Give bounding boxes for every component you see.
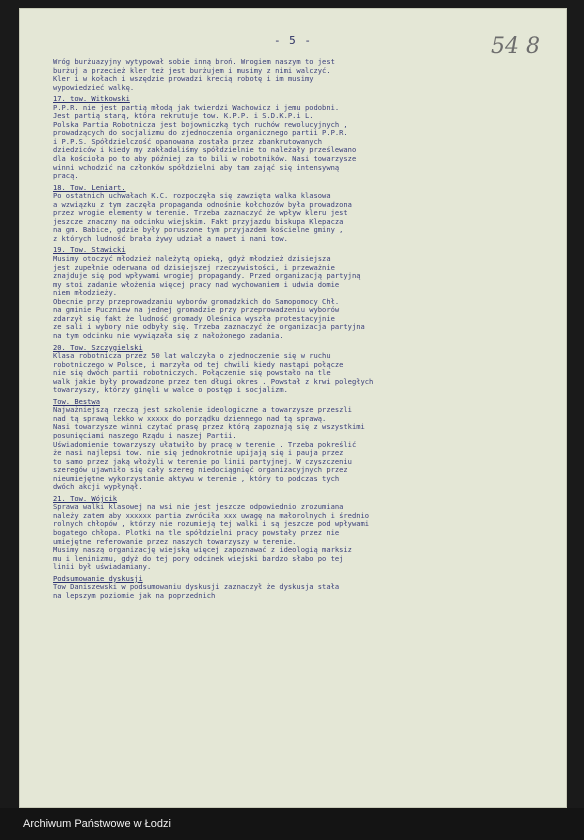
text-line: rolnych chłopów , którzy nie rozumieją tej walki i są jeszcze pod wpływami xyxy=(53,520,370,529)
text-line: pracą. xyxy=(53,172,79,181)
text-line: P.P.R. nie jest partią młodą jak twierdzi Wachowicz i jemu podobni. xyxy=(53,103,340,112)
text-line: walk jakie były prowadzone przez ten długi okres . Powstał z krwi poległych xyxy=(53,377,374,386)
speaker-heading xyxy=(53,246,553,255)
text-line: burżuj a przecież kler też jest burżujem i musimy z nimi walczyć. xyxy=(53,66,331,75)
text-line: dziedziców i kiedy my zakładaliśmy spółdzielnie to należały prześlewano xyxy=(53,146,357,155)
text-line: dwóch akcji wypłynął. xyxy=(53,483,143,492)
text-line: my stoi zadanie włożenia więcej pracy nad wychowaniem i udwia domie xyxy=(53,280,340,289)
text-line: należy zatem aby xxxxxx partia zwróciła xxx uwagę na małorolnych i średnio xyxy=(53,511,370,520)
speaker-heading xyxy=(53,344,553,353)
archive-footer xyxy=(19,808,584,840)
text-line: bogatego chłopa. Plotki na tle spółdzielni pracy powstały przez nie xyxy=(53,528,340,537)
text-line: towarzyszy, którzy ginęli w walce o postęp i socjalizm. xyxy=(53,386,288,395)
text-line: na gm. Babice, gdzie były poruszone tym przyjazdem kościelne gminy , xyxy=(53,226,344,235)
text-line: jeszcze znaczny na odcinku wiejskim. Fakt przyjazdu biskupa Klepacza xyxy=(53,217,344,226)
text-line: Uświadomienie towarzyszy ułatwiło by pracę w terenie . Trzeba pokreślić xyxy=(53,440,357,449)
page-number: - 5 - xyxy=(273,34,313,47)
text-line: Polska Partia Robotnicza jest bojowniczką tych ruchów rewolucyjnych , xyxy=(53,120,348,129)
text-line: Obecnie przy przeprowadzaniu wyborów gromadzkich do Samopomocy Chł. xyxy=(53,297,340,306)
text-line: prowadzących do socjalizmu do zjednoczenia organicznego partii P.P.R. xyxy=(53,129,348,138)
text-line: Musimy otoczyć młodzież należytą opieką, gdyż młodzież dzisiejsza xyxy=(53,255,331,264)
heading-text: 20. Tow. Szczygielski xyxy=(53,343,143,352)
text-line: linii był uświadamiany. xyxy=(53,563,152,572)
text-line: Klasa robotnicza przez 50 lat walczyła o zjednoczenie się w ruchu xyxy=(53,352,331,361)
text-line: niem młodzieży. xyxy=(53,289,118,298)
text-line: szeregów ujawniło się cały szereg niedociągnięć organizacyjnych przez xyxy=(53,466,348,475)
text-line: Kler i w kołach i wszędzie prowadzi krecią robotę i im musimy xyxy=(53,75,314,84)
document-body xyxy=(53,58,553,600)
text-line: nieumiejętne wykorzystanie aktywu w terenie , który to podczas tych xyxy=(53,474,340,483)
text-line: i P.P.S. Spółdzielczość opanowana została przez zbankrutowanych xyxy=(53,137,323,146)
text-line: mu i leninizmu, gdyż do tej pory odcinek wiejski bardzo słabo po tej xyxy=(53,554,344,563)
pencil-annotation: 54 8 xyxy=(491,34,540,59)
text-line: Najważniejszą rzeczą jest szkolenie ideologiczne a towarzysze przeszli xyxy=(53,406,352,415)
text-line: Po ostatnich uchwałach K.C. rozpoczęła się zawzięta walka klasowa xyxy=(53,192,331,201)
archive-name: Archiwum Państwowe w Łodzi xyxy=(23,818,171,830)
text-line: na gminie Puczniew na jednej gromadzie przy przeprowadzeniu wyborów xyxy=(53,306,340,315)
speaker-heading xyxy=(53,184,553,193)
speaker-heading xyxy=(53,398,553,407)
text-line: Sprawa walki klasowej na wsi nie jest jeszcze odpowiednio zrozumiana xyxy=(53,503,344,512)
text-line: winni wchodzić na członków spółdzielni aby tam zająć się intensywną xyxy=(53,163,340,172)
text-line: ze sali i wybory nie odbyły się. Trzeba zaznaczyć że organizacja partyjna xyxy=(53,323,365,332)
heading-text: Podsumowanie dyskusji xyxy=(53,574,143,583)
heading-text: 18. Tow. Leniart. xyxy=(53,183,126,192)
text-line: Musimy naszą organizację wiejską więcej zapoznawać z ideologią marksiz xyxy=(53,546,352,555)
heading-text: 21. Tow. Wójcik xyxy=(53,494,118,503)
speaker-heading xyxy=(53,95,553,104)
text-line: zdarzył się fakt że ludność gromady Oleśnica wyszła protestacyjnie xyxy=(53,314,335,323)
text-line: nie się dwóch partii robotniczych. Połączenie się powstało na tle xyxy=(53,369,331,378)
document-page xyxy=(19,8,567,808)
text-line: dla kościoła po to aby później za to bili w robotników. Nasi towarzysze xyxy=(53,155,357,164)
text-line: znajduje się pod wpływami wrogiej propagandy. Przed organizacją partyjną xyxy=(53,272,361,281)
text-line: Jest partią starą, która rekrutuje tow. K.P.P. i S.D.K.P.i L. xyxy=(53,112,314,121)
text-line: z których ludność brała żywy udział a nawet i nani tow. xyxy=(53,234,288,243)
text-line: Tow Daniszewski w podsumowaniu dyskusji zaznaczył że dyskusja stała xyxy=(53,583,340,592)
text-line: umiejętne referowanie przez naszych towarzyszy w terenie. xyxy=(53,537,297,546)
text-line: posunięciami naszego Rządu i naszej Partii. xyxy=(53,431,237,440)
text-line: wypowiedzieć walkę. xyxy=(53,83,135,92)
text-line: na lepszym poziomie jak na poprzednich xyxy=(53,591,216,600)
text-line: nad tą sprawą lekko w xxxxx do porządku dziennego nad tą sprawą. xyxy=(53,414,327,423)
text-line: na tym odcinku nie wywiązała się z nałożonego zadania. xyxy=(53,331,284,340)
speaker-heading xyxy=(53,495,553,504)
heading-text: 17. tow. Witkowski xyxy=(53,95,130,104)
text-line: robotniczego w Polsce, i marzyła od tej chwili kiedy nastąpi połącze xyxy=(53,360,344,369)
text-line: przez wrogie elementy w terenie. Trzeba zaznaczyć że wpływ kleru jest xyxy=(53,209,348,218)
text-line: a wzwiązku z tym zaczęła propaganda odnośnie kołchozów była prowadzona xyxy=(53,200,352,209)
heading-text: Tow. Bestwa xyxy=(53,397,100,406)
text-line: że nasi najlepsi tow. nie się jednokrotnie upijają się i pauja przez xyxy=(53,449,344,458)
text-line: to samo przez jaką włożyli w terenie po linii partyjnej. W czyszczeniu xyxy=(53,457,352,466)
speaker-heading xyxy=(53,575,553,584)
footer-bar-edge xyxy=(0,808,19,840)
text-line: Wróg burżuazyjny wytypował sobie inną broń. Wrogiem naszym to jest xyxy=(53,58,335,66)
heading-text: 19. Tow. Stawicki xyxy=(53,246,126,255)
text-line: jest zupełnie oderwana od dzisiejszej rzeczywistości, i przeważnie xyxy=(53,263,335,272)
text-line: Nasi towarzysze winni czytać prasę przez którą zapoznają się z wszystkimi xyxy=(53,423,365,432)
